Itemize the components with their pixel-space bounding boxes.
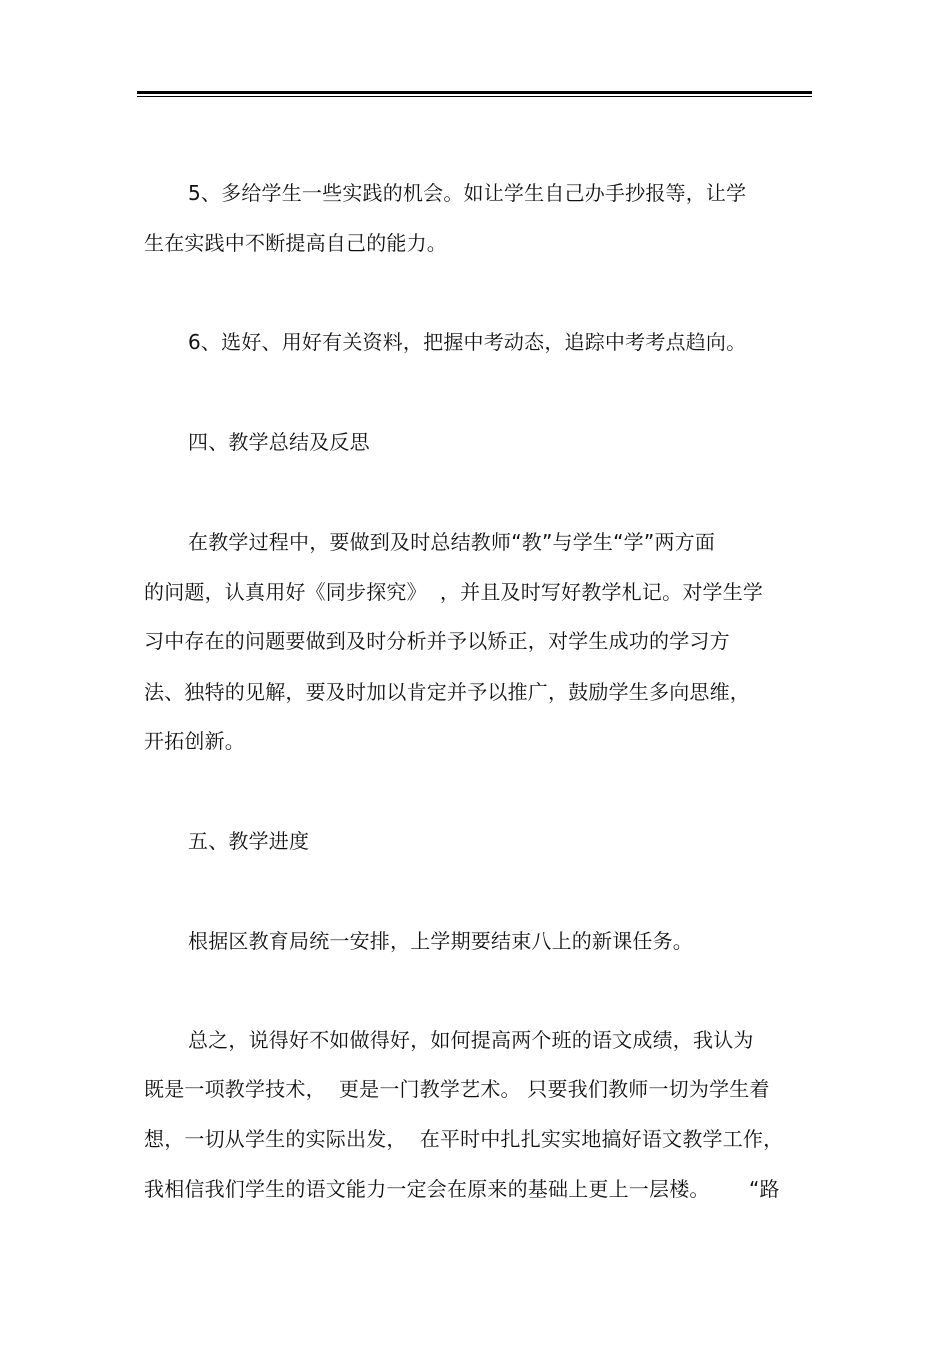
summary-line-4: 我相信我们学生的语文能力一定会在原来的基础上更上一层楼。 “路	[144, 1177, 780, 1201]
paragraph-5-line-1: 5、多给学生一些实践的机会。如让学生自己办手抄报等，让学	[188, 181, 747, 205]
section-5-heading: 五、教学进度	[188, 829, 310, 853]
header-rule	[137, 91, 812, 94]
paragraph-5-line-2: 生在实践中不断提高自己的能力。	[144, 231, 447, 255]
section-4-line-5: 开拓创新。	[144, 729, 245, 753]
section-5-line-1: 根据区教育局统一安排，上学期要结束八上的新课任务。	[188, 929, 693, 953]
header-rule-thin	[137, 96, 812, 97]
section-4-heading: 四、教学总结及反思	[188, 430, 370, 454]
summary-line-2: 既是一项教学技术， 更是一门教学艺术。 只要我们教师一切为学生着	[144, 1077, 770, 1101]
section-4-line-1: 在教学过程中，要做到及时总结教师“教”与学生“学”两方面	[188, 530, 716, 554]
paragraph-6-line-1: 6、选好、用好有关资料，把握中考动态，追踪中考考点趋向。	[188, 330, 747, 354]
section-4-line-2: 的问题，认真用好《同步探究》 ，并且及时写好教学札记。对学生学	[144, 580, 764, 604]
summary-line-1: 总之，说得好不如做得好，如何提高两个班的语文成绩，我认为	[188, 1028, 754, 1052]
section-4-line-3: 习中存在的问题要做到及时分析并予以矫正，对学生成功的学习方	[144, 629, 730, 653]
section-4-line-4: 法、独特的见解，要及时加以肯定并予以推广，鼓励学生多向思维，	[144, 680, 750, 704]
summary-line-3: 想，一切从学生的实际出发， 在平时中扎扎实实地搞好语文教学工作，	[144, 1127, 784, 1151]
